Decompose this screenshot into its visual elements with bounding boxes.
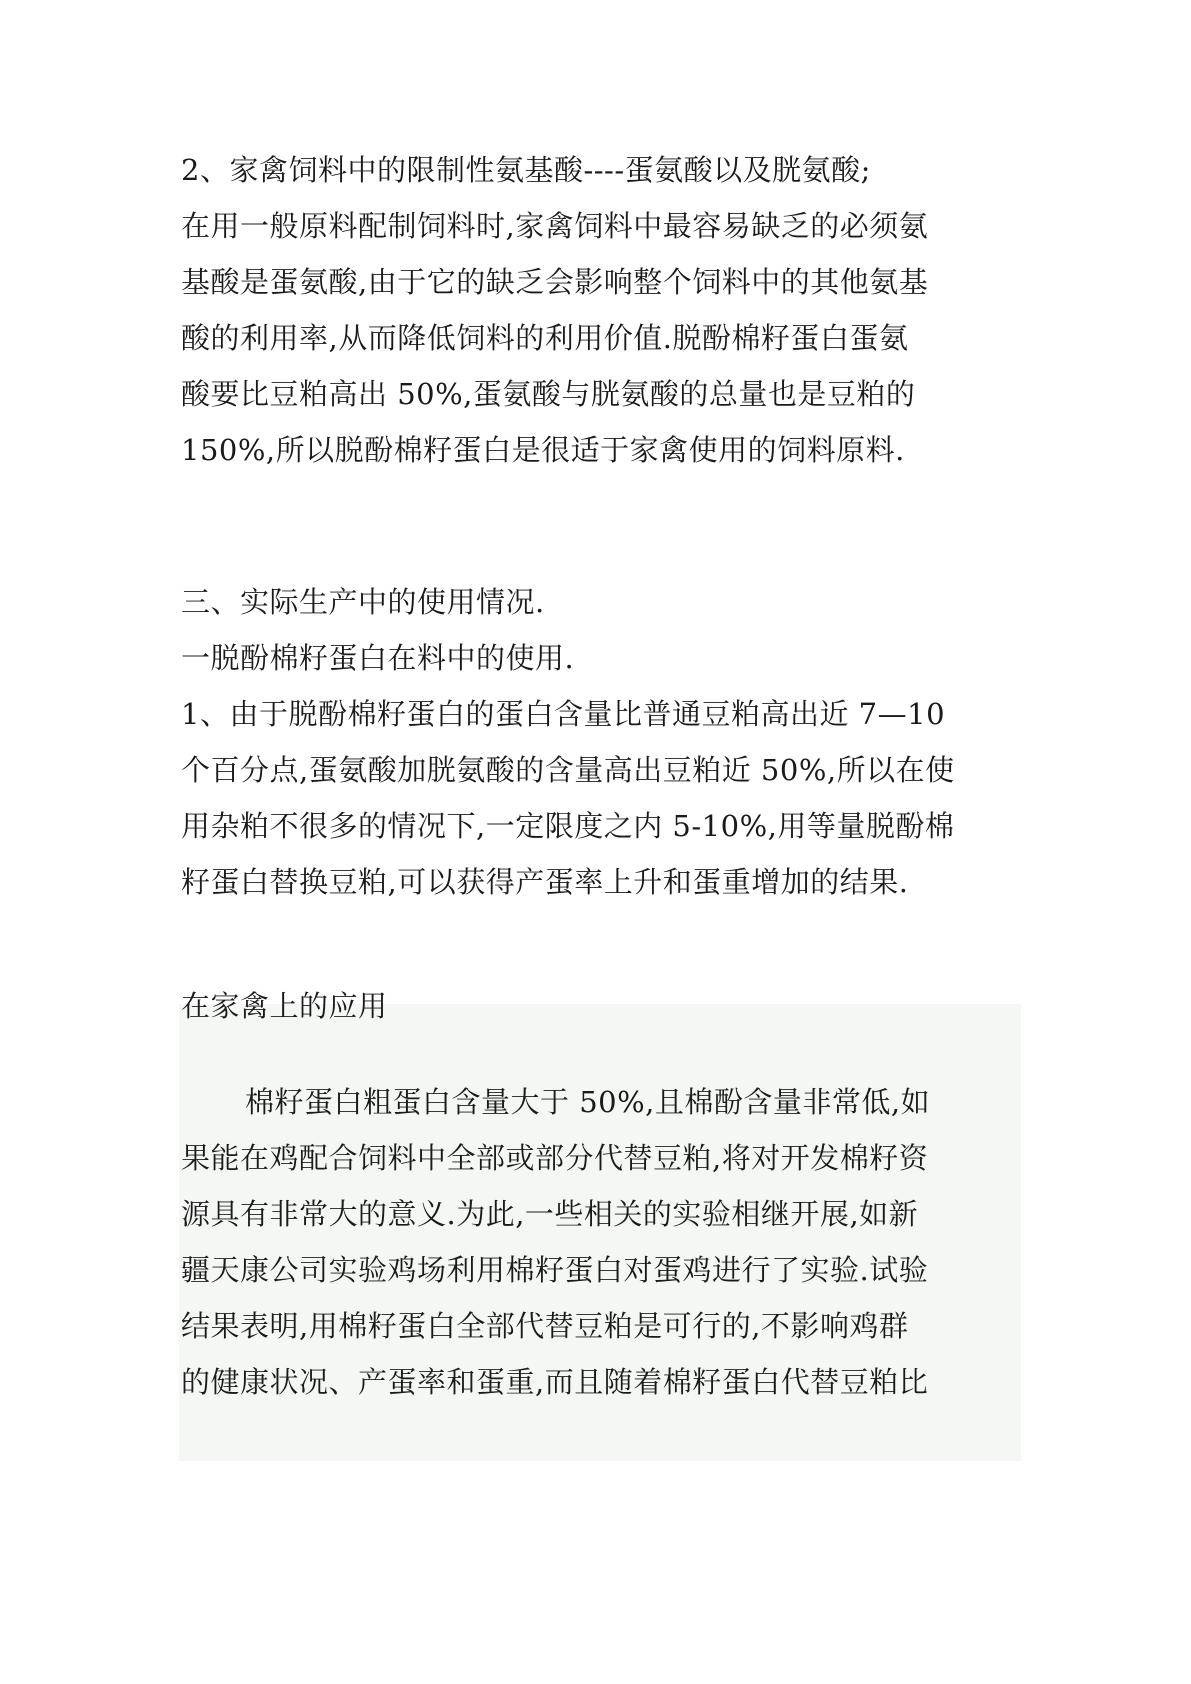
section-heading: 三、实际生产中的使用情况. [181,585,545,619]
limiting-amino-acids-section [181,142,1021,478]
paragraph-line: 用杂粕不很多的情况下,一定限度之内 5-10%,用等量脱酚棉 [181,809,955,843]
paragraph-line: 的健康状况、产蛋率和蛋重,而且随着棉籽蛋白代替豆粕比 [181,1365,929,1399]
paragraph-line: 个百分点,蛋氨酸加胱氨酸的含量高出豆粕近 50%,所以在使 [181,753,955,787]
section-heading: 在家禽上的应用 [181,989,388,1023]
practical-use-section [181,574,1021,910]
paragraph-line: 在用一般原料配制饲料时,家禽饲料中最容易缺乏的必须氨 [181,209,929,243]
paragraph-line: 酸的利用率,从而降低饲料的利用价值.脱酚棉籽蛋白蛋氨 [181,321,909,355]
paragraph-line: 源具有非常大的意义.为此,一些相关的实验相继开展,如新 [181,1197,919,1231]
paragraph-line: 籽蛋白替换豆粕,可以获得产蛋率上升和蛋重增加的结果. [181,865,909,899]
paragraph-line: 酸要比豆粕高出 50%,蛋氨酸与胱氨酸的总量也是豆粕的 [181,377,916,411]
paragraph-line: 疆天康公司实验鸡场利用棉籽蛋白对蛋鸡进行了实验.试验 [181,1253,929,1287]
paragraph-line: 棉籽蛋白粗蛋白含量大于 50%,且棉酚含量非常低,如 [245,1085,931,1119]
section-subheading: 一脱酚棉籽蛋白在料中的使用. [181,641,575,675]
spacer [181,1034,1021,1074]
paragraph-line: 基酸是蛋氨酸,由于它的缺乏会影响整个饲料中的其他氨基 [181,265,929,299]
paragraph-line: 150%,所以脱酚棉籽蛋白是很适于家禽使用的饲料原料. [181,433,905,467]
poultry-application-section [181,978,1021,1410]
paragraph-line: 结果表明,用棉籽蛋白全部代替豆粕是可行的,不影响鸡群 [181,1309,909,1343]
section-heading: 2、家禽饲料中的限制性氨基酸----蛋氨酸以及胱氨酸; [181,153,871,187]
paragraph-line: 果能在鸡配合饲料中全部或部分代替豆粕,将对开发棉籽资 [181,1141,929,1175]
paragraph-line: 1、由于脱酚棉籽蛋白的蛋白含量比普通豆粕高出近 7—10 [181,697,946,731]
